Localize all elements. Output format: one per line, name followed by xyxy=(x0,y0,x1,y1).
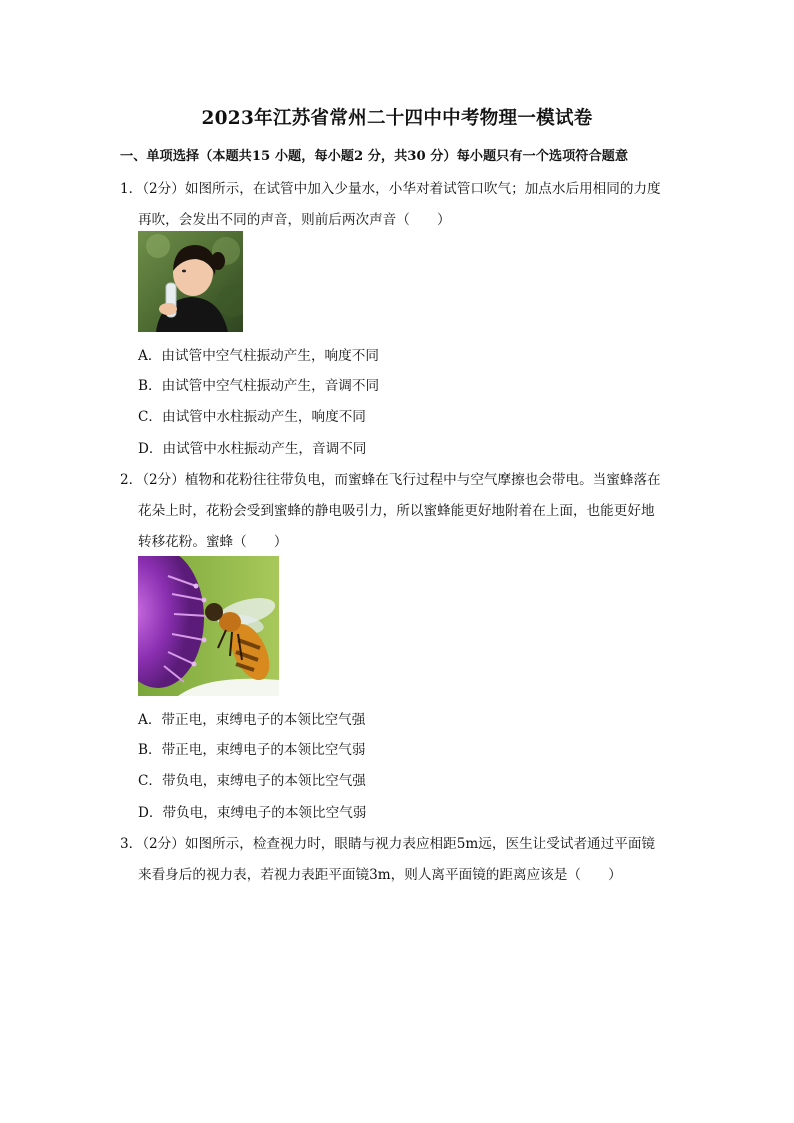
section-heading: 一、单项选择（本题共15 小题，每小题2 分，共30 分）每小题只有一个选项符合题意 xyxy=(120,149,629,164)
question-1-option-b: B．由试管中空气柱振动产生，音调不同 xyxy=(138,378,380,394)
girl-blowing-test-tube-photo xyxy=(138,231,243,332)
question-2-line-1: 2．（2分）植物和花粉往往带负电，而蜜蜂在飞行过程中与空气摩擦也会带电。当蜜蜂落在 xyxy=(120,472,661,488)
question-1-line-1: 1．（2分）如图所示，在试管中加入少量水，小华对着试管口吹气；加点水后用相同的力度 xyxy=(120,181,661,197)
question-1-option-c: C．由试管中水柱振动产生，响度不同 xyxy=(138,409,366,425)
bee-on-purple-flower-photo xyxy=(138,556,279,696)
question-1-option-d: D．由试管中水柱振动产生，音调不同 xyxy=(138,441,367,457)
page-title: 2023年江苏省常州二十四中中考物理一模试卷 xyxy=(201,108,593,129)
question-2-line-2: 花朵上时，花粉会受到蜜蜂的静电吸引力，所以蜜蜂能更好地附着在上面，也能更好地 xyxy=(138,503,655,519)
question-2-line-3: 转移花粉。蜜蜂（ ） xyxy=(138,534,288,550)
question-2-option-d: D．带负电，束缚电子的本领比空气弱 xyxy=(138,805,367,821)
question-1-option-a: A．由试管中空气柱振动产生，响度不同 xyxy=(138,348,379,364)
question-3-line-2: 来看身后的视力表，若视力表距平面镜3m，则人离平面镜的距离应该是（ ） xyxy=(138,867,622,883)
question-1-line-2: 再吹，会发出不同的声音，则前后两次声音（ ） xyxy=(138,212,451,228)
question-3-line-1: 3．（2分）如图所示，检查视力时，眼睛与视力表应相距5m远，医生让受试者通过平面镜 xyxy=(120,836,656,852)
question-2-option-c: C．带负电，束缚电子的本领比空气强 xyxy=(138,773,366,789)
question-2-option-a: A．带正电，束缚电子的本领比空气强 xyxy=(138,712,366,728)
question-2-option-b: B．带正电，束缚电子的本领比空气弱 xyxy=(138,742,366,758)
